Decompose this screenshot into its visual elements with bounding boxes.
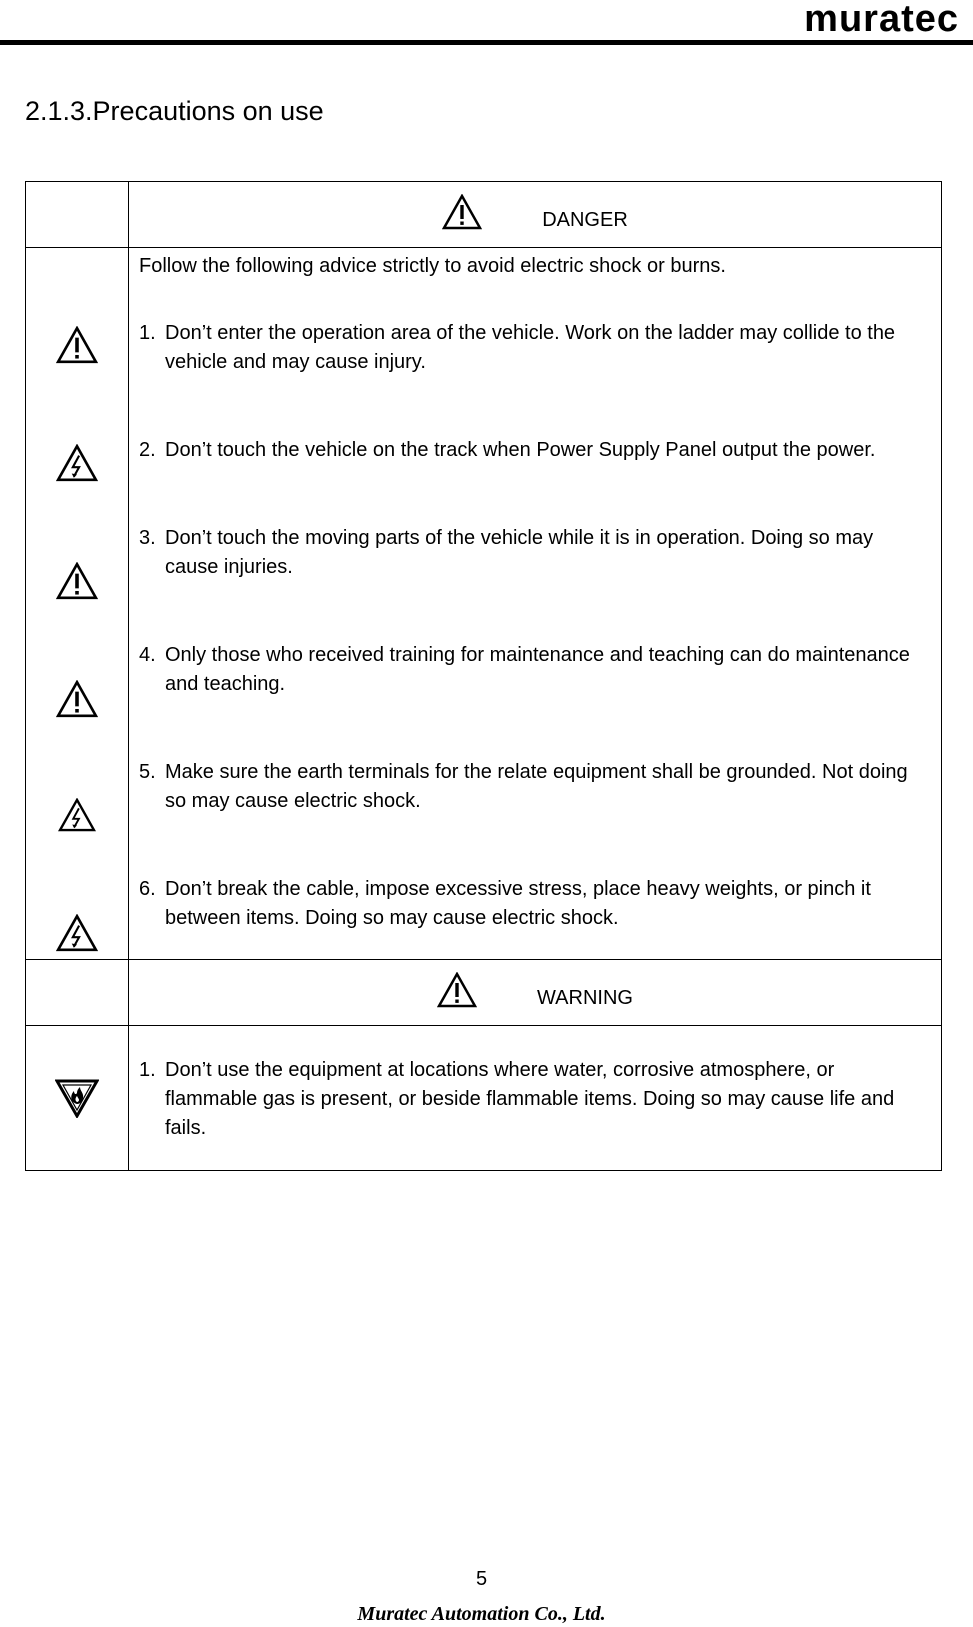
item-number: 3. (139, 527, 156, 549)
danger-item (139, 436, 931, 465)
company-footer: Muratec Automation Co., Ltd. (357, 1603, 606, 1625)
item-text: Don’t touch the moving parts of the vehicle while it is in operation. Doing so may cause injuries. (165, 527, 874, 578)
page-number: 5 (475, 1568, 488, 1590)
warning-header-cell (129, 960, 942, 1026)
danger-body-row (26, 248, 942, 960)
danger-content-cell (129, 248, 942, 960)
warning-content-cell (129, 1026, 942, 1171)
item-text: Don’t break the cable, impose excessive stress, place heavy weights, or pinch it between items. Doing so may cause electric shock. (165, 878, 871, 929)
electric-shock-icon (56, 444, 98, 482)
danger-item (139, 524, 931, 582)
danger-label: DANGER (542, 209, 628, 231)
warning-header-row (26, 960, 942, 1026)
item-text: Don’t use the equipment at locations where water, corrosive atmosphere, or flammable gas is present, or beside flammable items. Doing so may cause life and fails. (165, 1059, 895, 1139)
danger-header-empty-cell (26, 182, 129, 248)
danger-item (139, 641, 931, 699)
header-rule (0, 40, 973, 45)
item-number: 1. (139, 322, 156, 344)
danger-header-row (26, 182, 942, 248)
general-warning-icon (56, 680, 98, 718)
warning-label: WARNING (537, 987, 633, 1009)
item-number: 6. (139, 878, 156, 900)
danger-icon-column (26, 248, 129, 960)
danger-intro: Follow the following advice strictly to avoid electric shock or burns. (139, 255, 726, 277)
item-text: Don’t enter the operation area of the vehicle. Work on the ladder may collide to the vehicle and may cause injury. (165, 322, 896, 373)
item-number: 1. (139, 1059, 156, 1081)
general-warning-icon (56, 326, 98, 364)
warning-icon-column (26, 1026, 129, 1171)
item-number: 5. (139, 761, 156, 783)
item-text: Only those who received training for maintenance and teaching can do maintenance and teaching. (165, 644, 910, 695)
item-number: 4. (139, 644, 156, 666)
item-text: Don’t touch the vehicle on the track when Power Supply Panel output the power. (165, 439, 876, 461)
brand-name: muratec (804, 0, 959, 40)
warning-item (139, 1056, 931, 1143)
danger-item (139, 758, 931, 816)
fire-hazard-icon (55, 1078, 99, 1118)
general-warning-icon (56, 562, 98, 600)
item-number: 2. (139, 439, 156, 461)
danger-item (139, 875, 931, 933)
danger-header-cell (129, 182, 942, 248)
muratec-logo (804, 0, 959, 38)
electric-shock-icon (56, 914, 98, 952)
danger-item (139, 319, 931, 377)
warning-header-empty-cell (26, 960, 129, 1026)
precautions-table (25, 181, 942, 1171)
warning-triangle-icon (442, 194, 482, 230)
item-text: Make sure the earth terminals for the relate equipment shall be grounded. Not doing so may cause electric shock. (165, 761, 908, 812)
electric-shock-icon (58, 798, 96, 832)
warning-triangle-icon (437, 972, 477, 1008)
warning-body-row (26, 1026, 942, 1171)
section-title: 2.1.3.Precautions on use (25, 96, 324, 126)
